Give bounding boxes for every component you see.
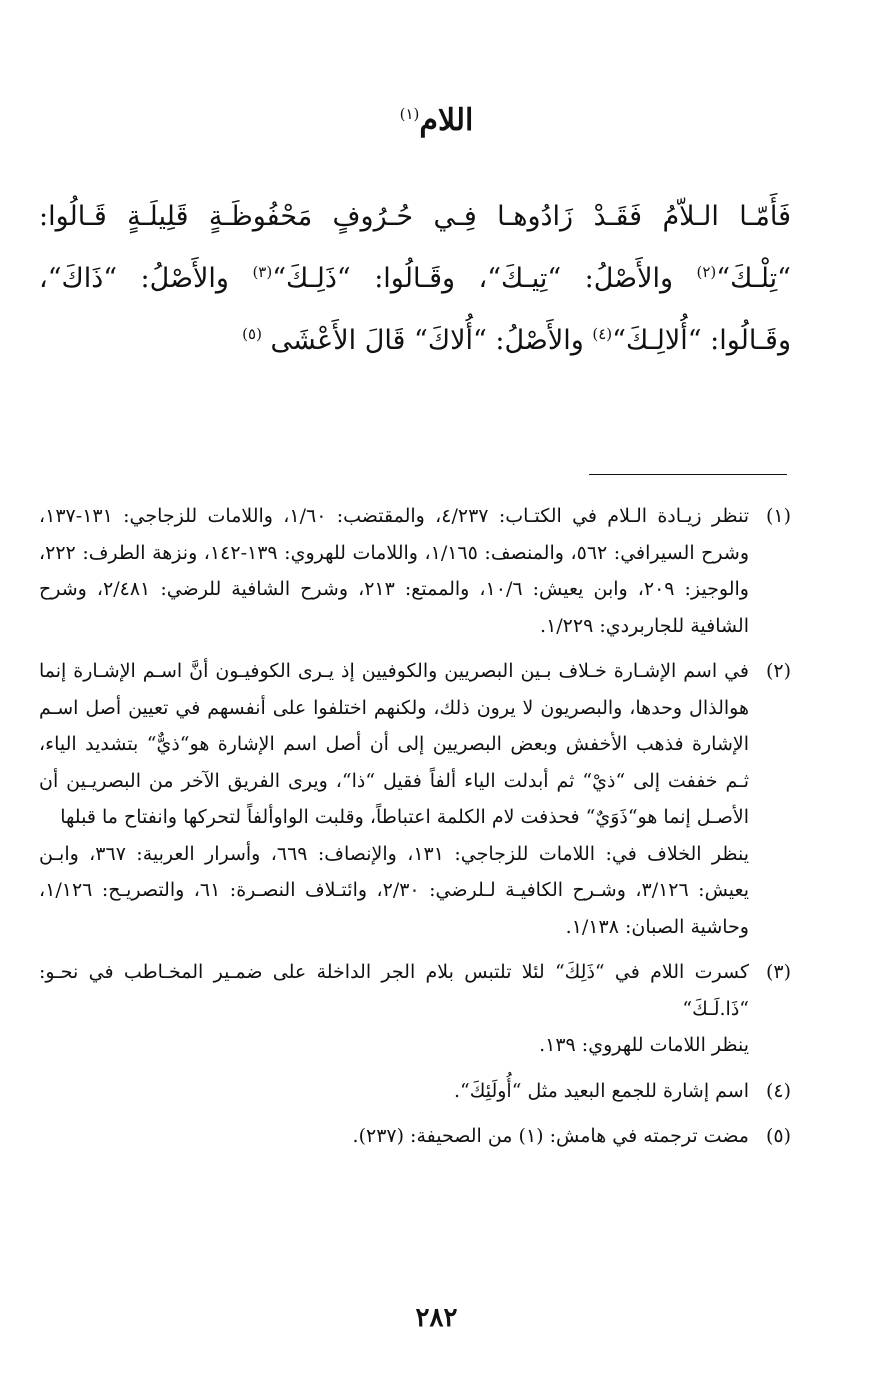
main-text-segment: والأَصْلُ: “تِيـكَ“، وقَـالُوا: “ذَلِـكَ“ (272, 263, 697, 294)
footnote-number: (٤) (765, 1079, 791, 1102)
footnote-1 (39, 498, 791, 644)
footnote-ref-3: (٣) (252, 263, 273, 281)
footnote-text: ينظر اللامات للهروي: ١٣٩. (539, 1034, 749, 1056)
section-title (0, 92, 873, 143)
footnote-ref-2: (٢) (696, 263, 717, 281)
footnote-number: (١) (765, 505, 791, 527)
footnote-text: مضت ترجمته في هامش: (١) من الصحيفة: (٢٣٧). (352, 1125, 749, 1147)
footnote-text: تنظر زيـادة الـلام في الكتـاب: ٤/٢٣٧، والمقتضب: ١/٦٠، واللامات للزجاجي: ١٣١-١٣٧، وشرح السيرافي: ٥٦٢، والمنصف: ١/١٦٥، واللامات للهروي: ١٣٩-١٤٢، ونزهة الطرف: ٢٢٢، والوجيز: ٢٠٩، وابن يعيش: ١٠/٦، والممتع: ٢١٣، وشرح الشافية للرضي: ٢/٤٨١، وشرح الشافية للجاربردي: ١/٢٢٩. (39, 505, 750, 637)
footnotes-list (39, 498, 791, 1164)
footnote-text: ينظر الخلاف في: اللامات للزجاجي: ١٣١، والإنصاف: ٦٦٩، وأسرار العربية: ٣٦٧، وابـن يعيش: ٣/١٢٦، وشـرح الكافيـة لـلرضي: ٢/٣٠، وائتـلاف النصـرة: ٦١، والتصريـح: ١/١٢٦، وحاشية الصبان: ١/١٣٨. (39, 842, 750, 938)
footnote-number: (٥) (765, 1125, 791, 1147)
page-number: ٢٨٢ (415, 1303, 458, 1333)
section-title-text: اللام (419, 103, 474, 138)
section-title-note-ref: (١) (399, 105, 420, 123)
footnote-text: كسرت اللام في “ذَلِكَ“ لئلا تلتبس بلام الجر الداخلة على ضمـير المخـاطب في نحـو: “ذَا.لَـكَ“ (39, 961, 749, 1020)
main-text-segment: والأَصْلُ: “ذَاكَ“، وقَـالُوا: “أُلالِـكَ“ (39, 263, 791, 356)
footnote-number: (٣) (765, 961, 791, 983)
footnote-text: في اسم الإشـارة خـلاف بـين البصريين والكوفيين إذ يـرى الكوفيـون أنَّ اسـم الإشـارة إنما هوالذال وحدها، والبصريون لا يرون ذلك، ولكنهم اختلفوا على أنفسهم في تعيين أصل اسـم الإشارة فذهب الأخفش وبعض البصريين إلى أن أصل اسم الإشارة هو“ذيٌّ“ بتشديد الياء، ثـم خففت إلى “ذيْ“ ثم أبدلت الياء ألفاً فقيل “ذا“، ويرى الفريق الآخر من البصريـين أن الأصـل إنما هو“ذَوَيٌ“ فحذفت لام الكلمة اعتباطاً، وقلبت الواوألفاً لتحركها وانفتاح ما قبلها (39, 660, 749, 828)
footnote-5 (39, 1118, 791, 1155)
footnote-2 (39, 653, 791, 945)
main-paragraph (39, 186, 791, 372)
footnote-ref-5: (٥) (242, 325, 262, 343)
footnote-number: (٢) (765, 660, 791, 682)
footnote-ref-4: (٤) (592, 325, 613, 343)
footnote-separator (589, 474, 787, 475)
main-text-segment: والأَصْلُ: “أُلاكَ“ قَالَ الأَعْشَى (261, 325, 593, 356)
footnote-3 (39, 954, 791, 1064)
main-text-segment: فَأَمّـا الـلاّمُ فَقَـدْ زَادُوهـا فِـي حُـرُوفٍ مَحْفُوظَـةٍ قَلِيلَـةٍ قَـالُوا: “تِلْـكَ“ (39, 201, 791, 294)
footnote-4 (39, 1073, 791, 1110)
footnote-text: اسم إشارة للجمع البعيد مثل “أُولَئِكَ“. (453, 1079, 749, 1102)
